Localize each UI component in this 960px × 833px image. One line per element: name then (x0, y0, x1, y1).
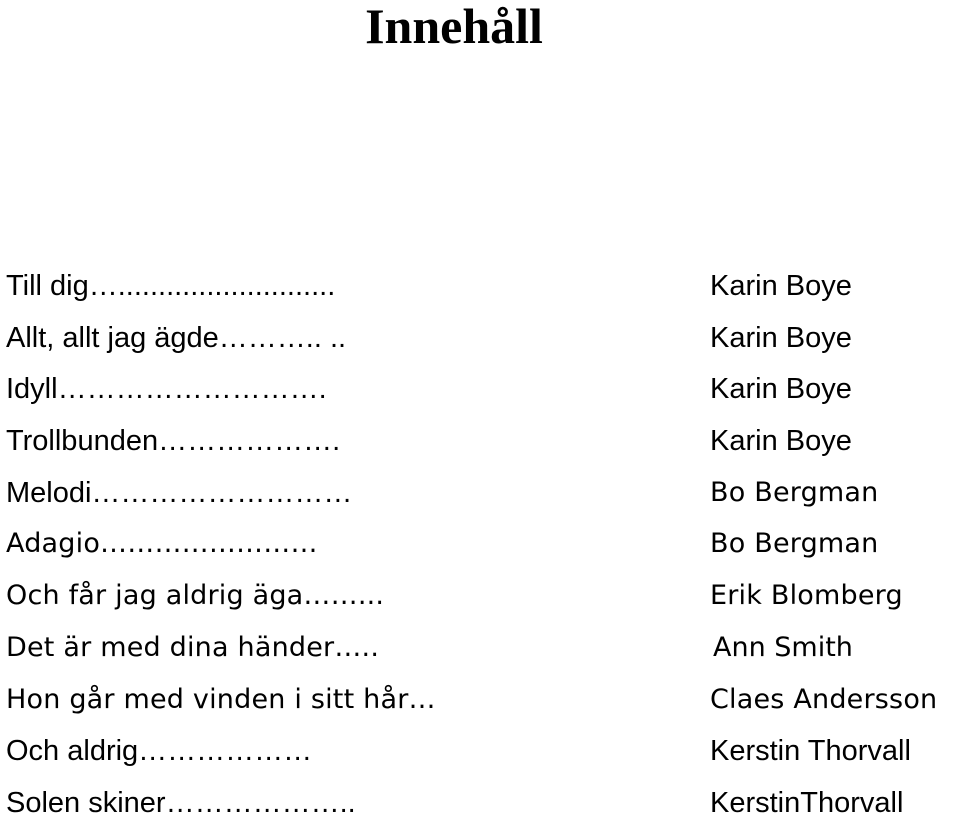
poem-title: Melodi……………………… (6, 476, 353, 509)
toc-entry (0, 574, 960, 626)
poem-author: KerstinThorvall (710, 786, 904, 819)
toc-entry (0, 367, 960, 419)
poem-title: Adagio…………………… (6, 528, 318, 560)
poem-author: Karin Boye (710, 270, 852, 302)
poem-author: Karin Boye (710, 373, 852, 406)
poem-title: Till dig…........................... (6, 270, 336, 302)
poem-author: Ann Smith (713, 631, 853, 663)
toc-entry (0, 626, 960, 678)
toc-entry (0, 316, 960, 368)
poem-author: Bo Bergman (710, 476, 879, 508)
toc-entry (0, 419, 960, 471)
toc-entry (0, 471, 960, 523)
toc-entry (0, 678, 960, 730)
page-title: Innehåll (365, 0, 543, 54)
poem-title: Idyll………………………. (6, 373, 327, 406)
poem-author: Karin Boye (710, 425, 852, 458)
poem-title: Och får jag aldrig äga……... (6, 580, 385, 612)
poem-title: Trollbunden………………. (6, 425, 341, 458)
poem-title: Allt, allt jag ägde……….. .. (6, 321, 347, 354)
poem-title: Hon går med vinden i sitt hår… (6, 683, 436, 715)
toc-entry (0, 729, 960, 781)
poem-author: Erik Blomberg (710, 580, 903, 612)
poem-title: Solen skiner……………….. (6, 786, 356, 819)
toc-entry (0, 264, 960, 316)
toc-entry (0, 781, 960, 833)
poem-author: Karin Boye (710, 321, 852, 354)
poem-author: Claes Andersson (710, 683, 938, 715)
poem-author: Bo Bergman (710, 528, 879, 560)
poem-author: Kerstin Thorvall (710, 735, 911, 768)
poem-title: Och aldrig……………… (6, 735, 313, 768)
table-of-contents (0, 264, 960, 833)
poem-title: Det är med dina händer….. (6, 631, 380, 663)
toc-entry (0, 522, 960, 574)
